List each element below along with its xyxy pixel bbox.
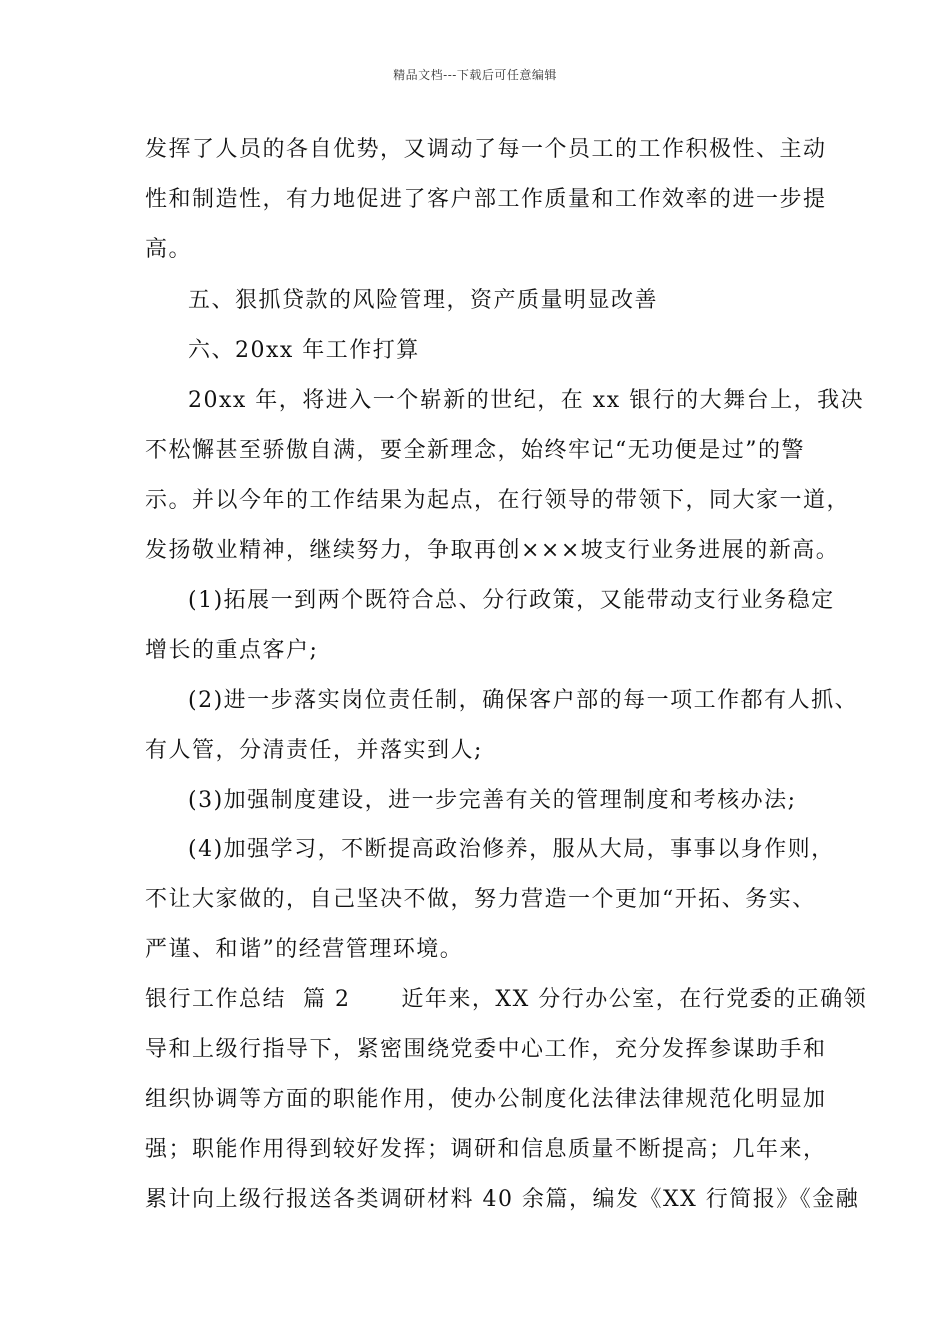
text-line: 不松懈甚至骄傲自满，要全新理念，始终牢记“无功便是过”的警 xyxy=(145,438,805,463)
list-item: (1)拓展一到两个既符合总、分行政策，又能带动支行业务稳定 xyxy=(188,588,835,613)
list-item: (3)加强制度建设，进一步完善有关的管理制度和考核办法; xyxy=(188,788,797,813)
text-line: 发扬敬业精神，继续努力，争取再创×××坡支行业务进展的新高。 xyxy=(145,538,840,563)
article-title-line: 银行工作总结 篇 2 近年来，XX 分行办公室，在行党委的正确领 xyxy=(145,987,868,1012)
text-line: 性和制造性，有力地促进了客户部工作质量和工作效率的进一步提 xyxy=(145,187,827,212)
text-line: 20xx 年，将进入一个崭新的世纪，在 xx 银行的大舞台上，我决 xyxy=(188,388,865,413)
page-header: 精品文档---下载后可任意编辑 xyxy=(393,68,557,82)
section-heading: 六、20xx 年工作打算 xyxy=(188,338,420,363)
text-line: 高。 xyxy=(145,237,193,262)
list-item: (4)加强学习，不断提高政治修养，服从大局，事事以身作则， xyxy=(188,837,835,862)
text-line: 组织协调等方面的职能作用，使办公制度化法律法律规范化明显加 xyxy=(145,1087,827,1112)
text-line: 强；职能作用得到较好发挥；调研和信息质量不断提高；几年来， xyxy=(145,1137,827,1162)
text-line: 严谨、和谐”的经营管理环境。 xyxy=(145,937,464,962)
text-line: 示。并以今年的工作结果为起点，在行领导的带领下，同大家一道， xyxy=(145,488,851,513)
text-line: 增长的重点客户; xyxy=(145,638,319,663)
text-line: 导和上级行指导下，紧密围绕党委中心工作，充分发挥参谋助手和 xyxy=(145,1037,827,1062)
section-heading: 五、狠抓贷款的风险管理，资产质量明显改善 xyxy=(188,288,659,313)
list-item: (2)进一步落实岗位责任制，确保客户部的每一项工作都有人抓、 xyxy=(188,688,859,713)
text-line: 发挥了人员的各自优势，又调动了每一个员工的工作积极性、主动 xyxy=(145,137,827,162)
text-line: 不让大家做的，自己坚决不做，努力营造一个更加“开拓、务实、 xyxy=(145,887,816,912)
text-line: 有人管，分清责任，并落实到人; xyxy=(145,738,483,763)
text-line: 累计向上级行报送各类调研材料 40 余篇，编发《XX 行简报》《金融 xyxy=(145,1187,860,1212)
